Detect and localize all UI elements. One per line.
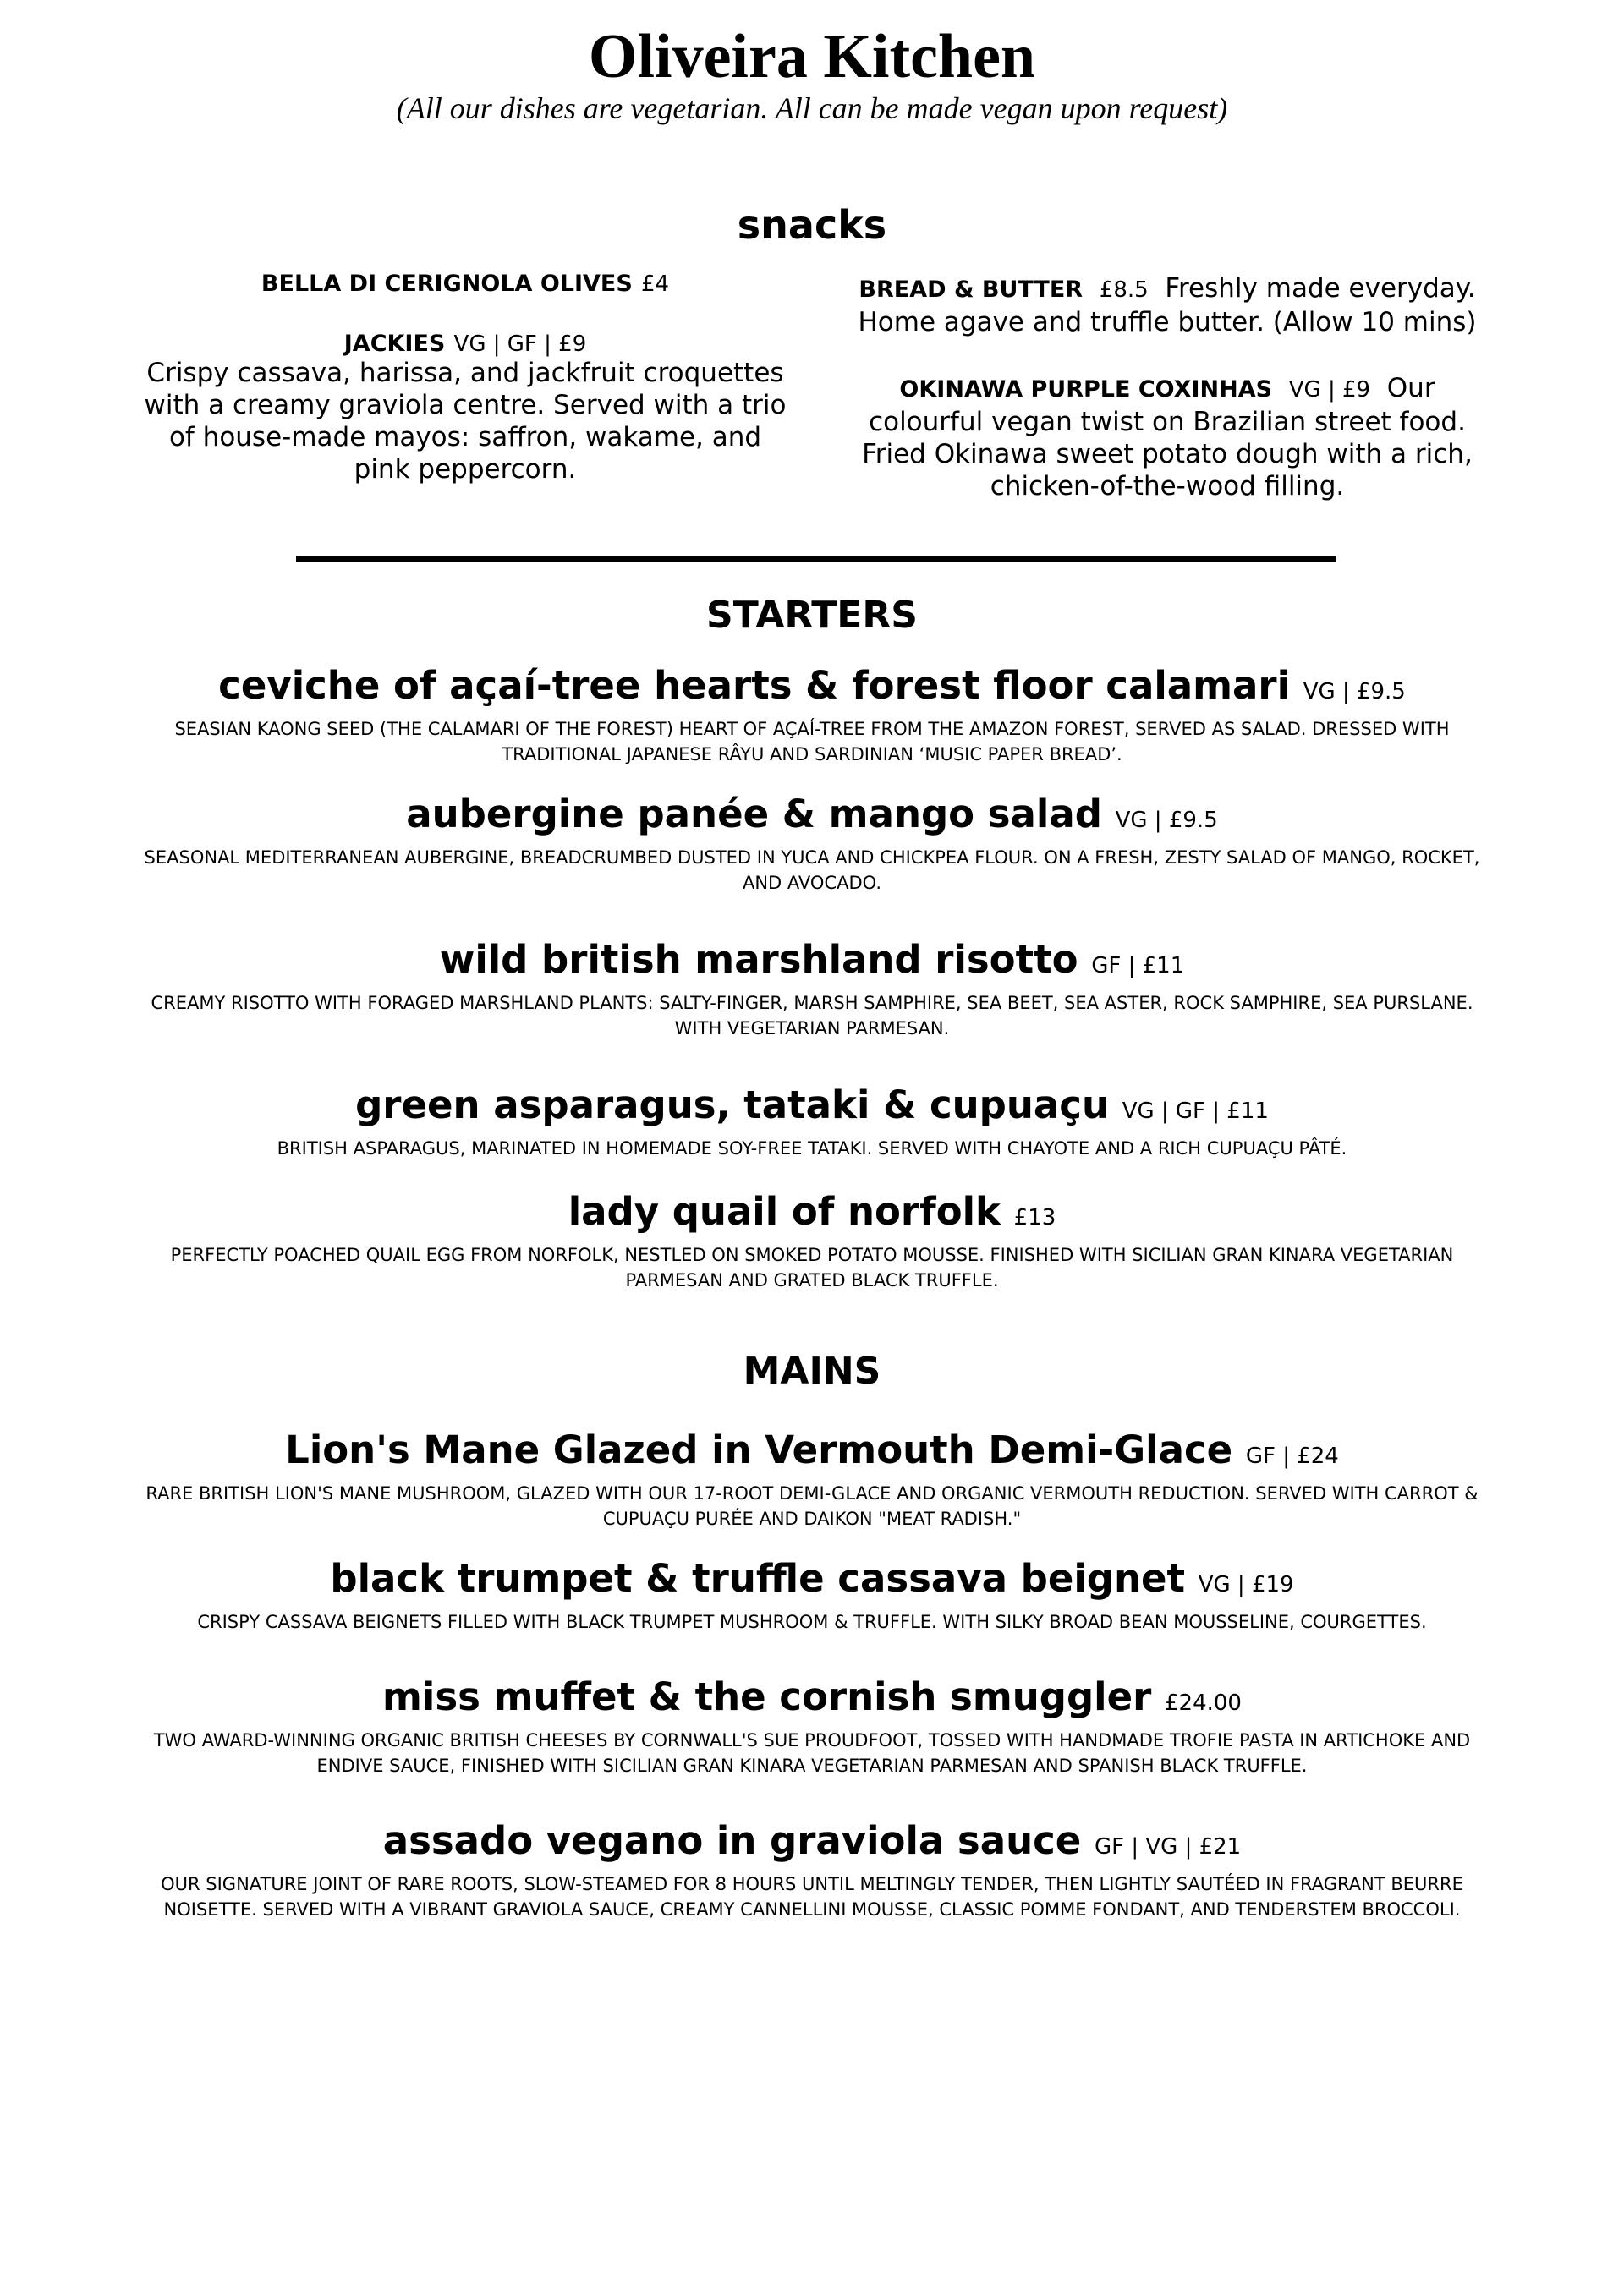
dish-name: lady quail of norfolk [568, 1189, 1001, 1234]
dish-description: CREAMY RISOTTO WITH FORAGED MARSHLAND PLANTS: SALTY-FINGER, MARSH SAMPHIRE, SEA BEET, SEA ASTER, ROCK SAMPHIRE, SEA PURSLANE. WITH VEGETARIAN PARMESAN. [151, 993, 1473, 1038]
snack-description: Crispy cassava, harissa, and jackfruit croquettes with a creamy graviola centre. Served with a trio of house-made mayos: saffron, wakame, and pink peppercorn. [144, 358, 787, 485]
snack-item [144, 271, 787, 297]
main-item [144, 1673, 1480, 1778]
dish-description: CRISPY CASSAVA BEIGNETS FILLED WITH BLACK TRUMPET MUSHROOM & TRUFFLE. WITH SILKY BROAD BEAN MOUSSELINE, COURGETTES. [197, 1612, 1427, 1632]
snacks-left-column [144, 271, 787, 519]
snack-name: JACKIES [343, 331, 446, 357]
dish-description: BRITISH ASPARAGUS, MARINATED IN HOMEMADE SOY-FREE TATAKI. SERVED WITH CHAYOTE AND A RICH CUPUAÇU PÂTÉ. [277, 1138, 1347, 1159]
starter-item [144, 935, 1480, 1041]
starter-item [144, 1187, 1480, 1293]
restaurant-title: Oliveira Kitchen [588, 22, 1036, 91]
snack-item [854, 272, 1480, 338]
dish-name: Lion's Mane Glazed in Vermouth Demi-Glace [285, 1427, 1233, 1472]
dish-name: black trumpet & truffle cassava beignet [330, 1556, 1186, 1601]
dish-tags: GF | £11 [1091, 953, 1185, 978]
dish-name: green asparagus, tataki & cupuaçu [355, 1082, 1110, 1127]
dish-tags: VG | £19 [1198, 1572, 1294, 1597]
mains-heading: MAINS [743, 1350, 881, 1393]
dish-description: RARE BRITISH LION'S MANE MUSHROOM, GLAZED WITH OUR 17-ROOT DEMI-GLACE AND ORGANIC VERMOUTH REDUCTION. SERVED WITH CARROT & CUPUAÇU PURÉE AND DAIKON "MEAT RADISH." [145, 1483, 1479, 1529]
dish-description: SEASIAN KAONG SEED (THE CALAMARI OF THE FOREST) HEART OF AÇAÍ-TREE FROM THE AMAZON FOREST, SERVED AS SALAD. DRESSED WITH TRADITIONAL JAPANESE RÂYU AND SARDINIAN ‘MUSIC PAPER BREAD’. [174, 719, 1450, 764]
dish-tags: £13 [1013, 1205, 1056, 1230]
dish-name: miss muffet & the cornish smuggler [382, 1674, 1152, 1719]
snack-name: BREAD & BUTTER [859, 277, 1084, 303]
dish-name: wild british marshland risotto [439, 937, 1078, 982]
snacks-right-column [854, 272, 1480, 536]
main-item [144, 1817, 1480, 1922]
section-divider [296, 556, 1336, 562]
snack-item [144, 331, 787, 485]
snack-name: OKINAWA PURPLE COXINHAS [899, 376, 1273, 403]
dish-description: SEASONAL MEDITERRANEAN AUBERGINE, BREADCRUMBED DUSTED IN YUCA AND CHICKPEA FLOUR. ON A FRESH, ZESTY SALAD OF MANGO, ROCKET, AND AVOCADO. [144, 847, 1480, 893]
snack-description: Our colourful vegan twist on Brazilian street food. Fried Okinawa sweet potato dough with a rich, chicken-of-the-wood filling. [862, 373, 1473, 501]
dish-tags: VG | GF | £11 [1122, 1099, 1269, 1124]
dish-tags: GF | £24 [1245, 1444, 1339, 1469]
starter-item [144, 661, 1480, 767]
main-item [144, 1426, 1480, 1532]
dish-tags: VG | £9.5 [1303, 679, 1406, 704]
dish-name: ceviche of açaí-tree hearts & forest floor calamari [218, 663, 1291, 708]
dish-description: TWO AWARD-WINNING ORGANIC BRITISH CHEESES BY CORNWALL'S SUE PROUDFOOT, TOSSED WITH HANDMADE TROFIE PASTA IN ARTICHOKE AND ENDIVE SAUCE, FINISHED WITH SICILIAN GRAN KINARA VEGETARIAN PARMESAN AND SPANISH BLACK TRUFFLE. [153, 1730, 1471, 1776]
starters-heading: STARTERS [706, 594, 918, 637]
snacks-heading: snacks [737, 202, 887, 248]
starter-item [144, 1081, 1480, 1161]
snack-tags: VG | £9 [1288, 377, 1371, 403]
dish-tags: £24.00 [1164, 1690, 1242, 1716]
dish-description: OUR SIGNATURE JOINT OF RARE ROOTS, SLOW-STEAMED FOR 8 HOURS UNTIL MELTINGLY TENDER, THEN LIGHTLY SAUTÉED IN FRAGRANT BEURRE NOISETTE. SERVED WITH A VIBRANT GRAVIOLA SAUCE, CREAMY CANNELLINI MOUSSE, CLASSIC POMME FONDANT, AND TENDERSTEM BROCCOLI. [161, 1874, 1463, 1920]
dish-tags: GF | VG | £21 [1094, 1834, 1242, 1860]
snack-price: £8.5 [1099, 277, 1149, 303]
dish-name: assado vegano in graviola sauce [382, 1818, 1082, 1863]
menu-subtitle: (All our dishes are vegetarian. All can be made vegan upon request) [396, 91, 1228, 125]
snack-tags: VG | GF | £9 [453, 332, 587, 357]
snack-price: £4 [640, 271, 670, 297]
dish-description: PERFECTLY POACHED QUAIL EGG FROM NORFOLK, NESTLED ON SMOKED POTATO MOUSSE. FINISHED WITH SICILIAN GRAN KINARA VEGETARIAN PARMESAN AND GRATED BLACK TRUFFLE. [170, 1245, 1454, 1290]
snack-name: BELLA DI CERIGNOLA OLIVES [261, 271, 633, 297]
snack-item [854, 372, 1480, 502]
snack-description: Freshly made everyday. Home agave and truffle butter. (Allow 10 mins) [858, 273, 1477, 337]
main-item [144, 1554, 1480, 1635]
starter-item [144, 790, 1480, 896]
dish-name: aubergine panée & mango salad [406, 792, 1102, 836]
dish-tags: VG | £9.5 [1115, 808, 1218, 833]
